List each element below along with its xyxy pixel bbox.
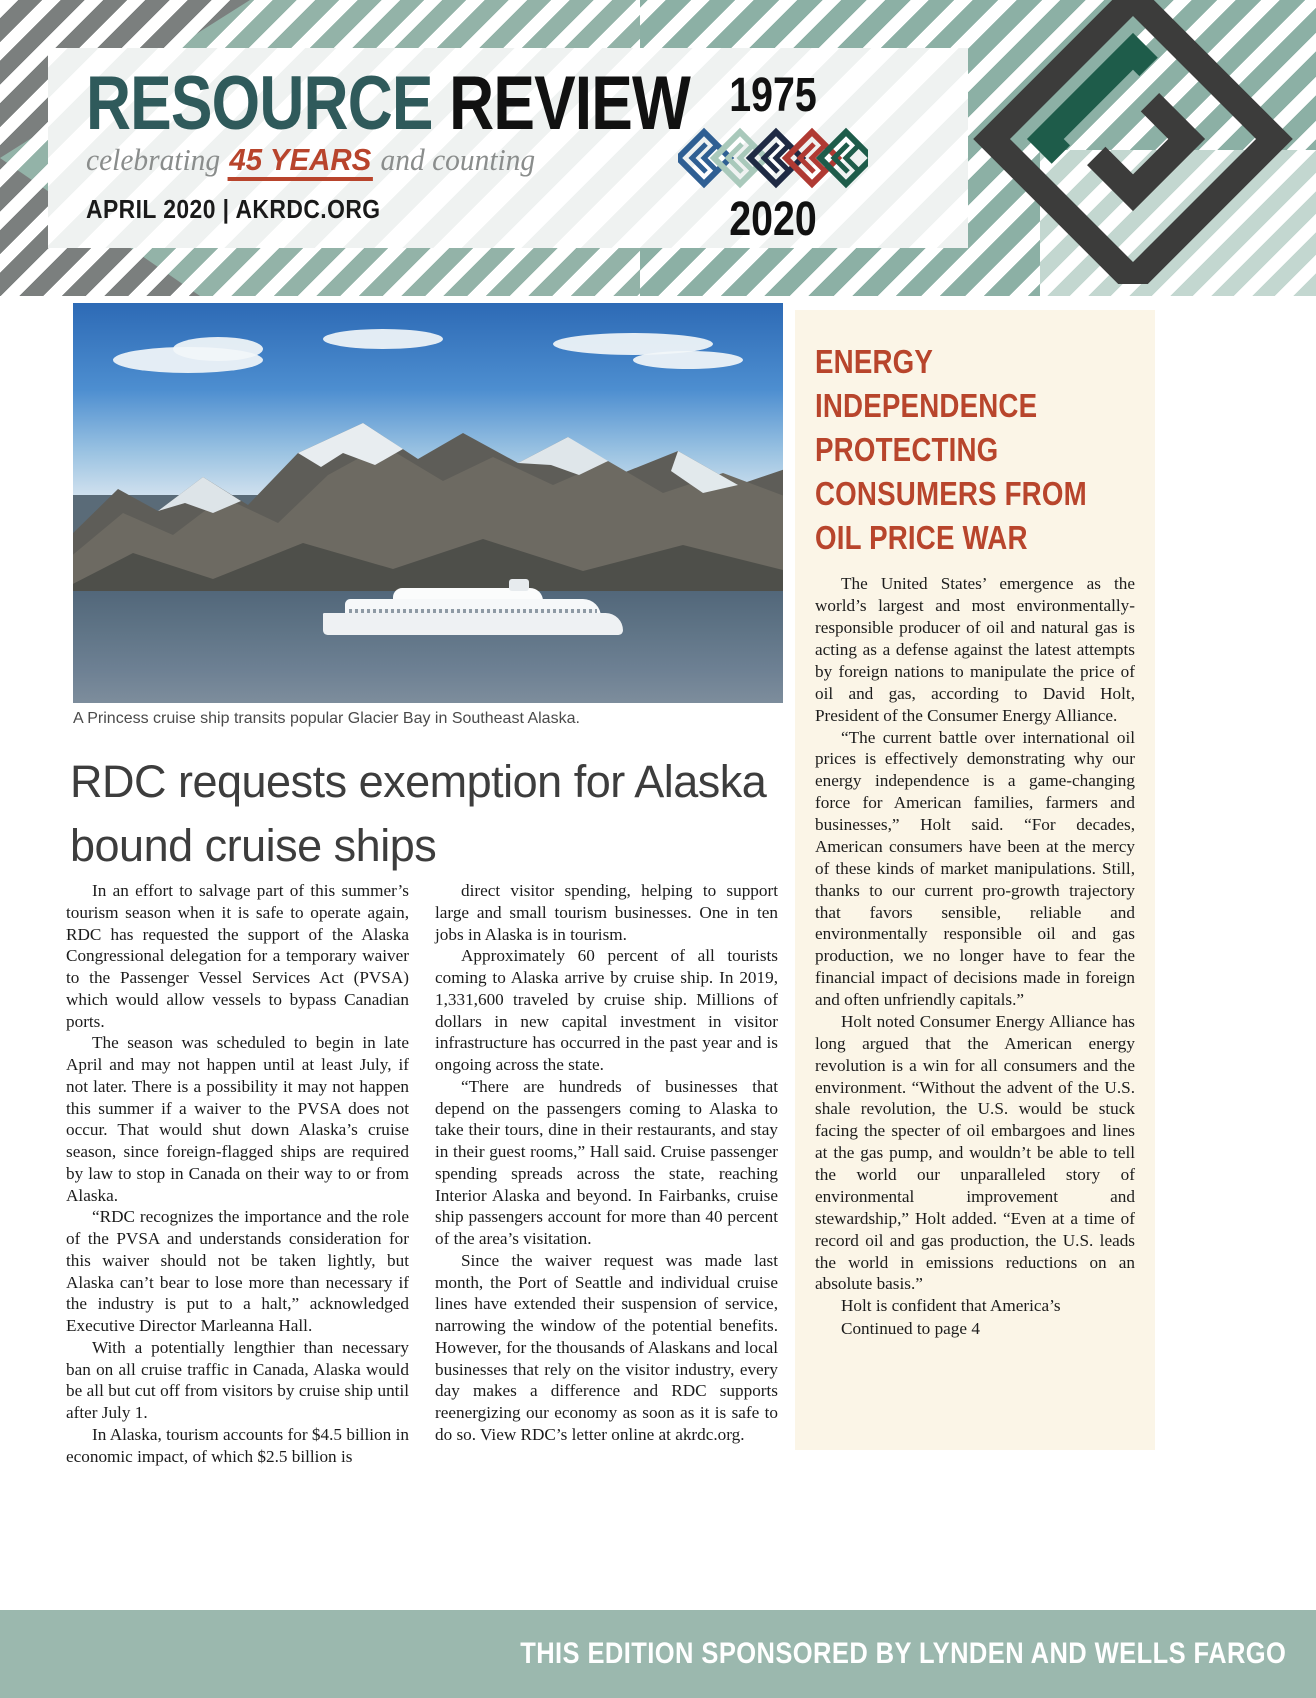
photo-cloud xyxy=(633,351,743,369)
tagline-suffix: and counting xyxy=(373,142,536,178)
paragraph: With a potentially lengthier than necessary ban on all cruise traffic in Canada, Alaska would be all but cut off from visitors by cruise ship until after July 1. xyxy=(66,1337,409,1422)
paragraph: The season was scheduled to begin in late April and may not happen until at least July, if not later. There is a possibility it may not happen this summer if a waiver to the PVSA does not occur. That would shut down Alaska’s cruise season, since foreign-flagged ships are required by law to stop in Canada on their way to or from Alaska. xyxy=(66,1033,409,1205)
hero-photo-glacier-bay xyxy=(73,303,783,703)
tagline-years-badge: 45 YEARS xyxy=(227,142,373,181)
article-column-left xyxy=(66,880,409,1466)
paragraph: “There are hundreds of businesses that depend on the passengers coming to Alaska to take their tours, dine in their restaurants, and stay in their guest rooms,” Hall said. Cruise passenger spending spreads across the state, reaching Interior Alaska and beyond. In Fairbanks, cruise ship passengers account for more than 40 percent of the area’s visitation. xyxy=(435,1076,778,1248)
article-body xyxy=(66,880,778,1466)
sponsor-text: THIS EDITION SPONSORED BY LYNDEN AND WELLS FARGO xyxy=(519,1637,1286,1670)
continued-link[interactable]: Continued to page 4 xyxy=(841,1319,980,1339)
article-column-right xyxy=(435,880,778,1444)
photo-cloud xyxy=(173,337,263,361)
year-start: 1975 xyxy=(729,69,817,122)
sidebar-headline: ENERGY INDEPENDENCE PROTECTING CONSUMERS FROM OIL PRICE WAR xyxy=(815,343,1087,556)
photo-cloud xyxy=(323,329,443,349)
paragraph: “The current battle over international oil prices is effectively demonstrating why our energy independence is a game-changing force for American families, farmers and businesses,” Holt said. “For decades, American consumers have been at the mercy of these kinds of market manipulations. Still, thanks to our current pro-growth trajectory that favors sensible, reliable and environmentally responsible oil and gas production, we no longer have to fear the financial impact of decisions made in foreign and often unfriendly capitals.” xyxy=(815,727,1135,1009)
rdc-diamond-logo xyxy=(968,0,1298,284)
paragraph: In Alaska, tourism accounts for $4.5 billion in economic impact, of which $2.5 billion is xyxy=(66,1424,409,1466)
paragraph: Holt is confident that America’s xyxy=(841,1296,1061,1316)
paragraph: Since the waiver request was made last month, the Port of Seattle and individual cruise lines have extended their suspension of service, narrowing the window of the potential benefits. However, for the thousands of Alaskans and local businesses that rely on the visitor industry, every day makes a difference and RDC supports reenergizing our economy as soon as it is safe to do so. View RDC’s letter online at akrdc.org. xyxy=(435,1250,778,1444)
issue-date-and-site[interactable]: APRIL 2020 | AKRDC.ORG xyxy=(86,194,381,225)
paragraph: Approximately 60 percent of all tourists coming to Alaska arrive by cruise ship. In 2019, 1,331,600 traveled by cruise ship. Millions of dollars in new capital investment in visitor infrastructure has occurred in the past year and is ongoing across the state. xyxy=(435,946,778,1074)
masthead-panel xyxy=(48,48,968,248)
paragraph: In an effort to salvage part of this summer’s tourism season when it is safe to operate again, RDC has requested the support of the Alaska Congressional delegation for a temporary waiver to the Passenger Vessel Services Act (PVSA) which would allow vessels to bypass Canadian ports. xyxy=(66,881,409,1031)
year-end: 2020 xyxy=(729,193,817,246)
photo-caption: A Princess cruise ship transits popular Glacier Bay in Southeast Alaska. xyxy=(73,710,580,727)
mini-diamond-logos xyxy=(658,126,888,190)
photo-cruise-ship xyxy=(323,577,623,635)
article-headline: RDC requests exemption for Alaska bound cruise ships xyxy=(70,756,767,872)
paragraph: Holt noted Consumer Energy Alliance has long argued that the American energy revolution is a win for all consumers and the environment. “Without the advent of the U.S. shale revolution, the U.S. would be stuck facing the specter of oil embargoes and lines at the gas pump, and wouldn’t be able to tell the world our unparalleled story of environmental improvement and stewardship,” Holt added. “Even at a time of record oil and gas production, the U.S. leads the world in emissions reductions on an absolute basis.” xyxy=(815,1011,1135,1294)
paragraph: The United States’ emergence as the world’s largest and most environmentally-responsible producer of oil and natural gas is acting as a defense against the latest attempts by foreign nations to manipulate the price of oil and gas, according to David Holt, President of the Consumer Energy Alliance. xyxy=(815,574,1135,725)
paragraph: direct visitor spending, helping to support large and small tourism businesses. One in ten jobs in Alaska is in tourism. xyxy=(435,881,778,944)
footer-bar xyxy=(0,1610,1316,1698)
header-band xyxy=(0,0,1316,296)
anniversary-years-block xyxy=(658,69,888,246)
sidebar-energy-independence xyxy=(795,310,1155,1450)
tagline-prefix: celebrating xyxy=(86,142,228,178)
paragraph: “RDC recognizes the importance and the role of the PVSA and understands consideration for this waiver should not be taken lightly, but Alaska can’t bear to lose more than necessary if the industry is put to a halt,” acknowledged Executive Director Marleanna Hall. xyxy=(66,1207,409,1335)
sidebar-body xyxy=(815,573,1135,1340)
title-review: REVIEW xyxy=(449,61,691,146)
title-resource: RESOURCE xyxy=(86,61,450,146)
